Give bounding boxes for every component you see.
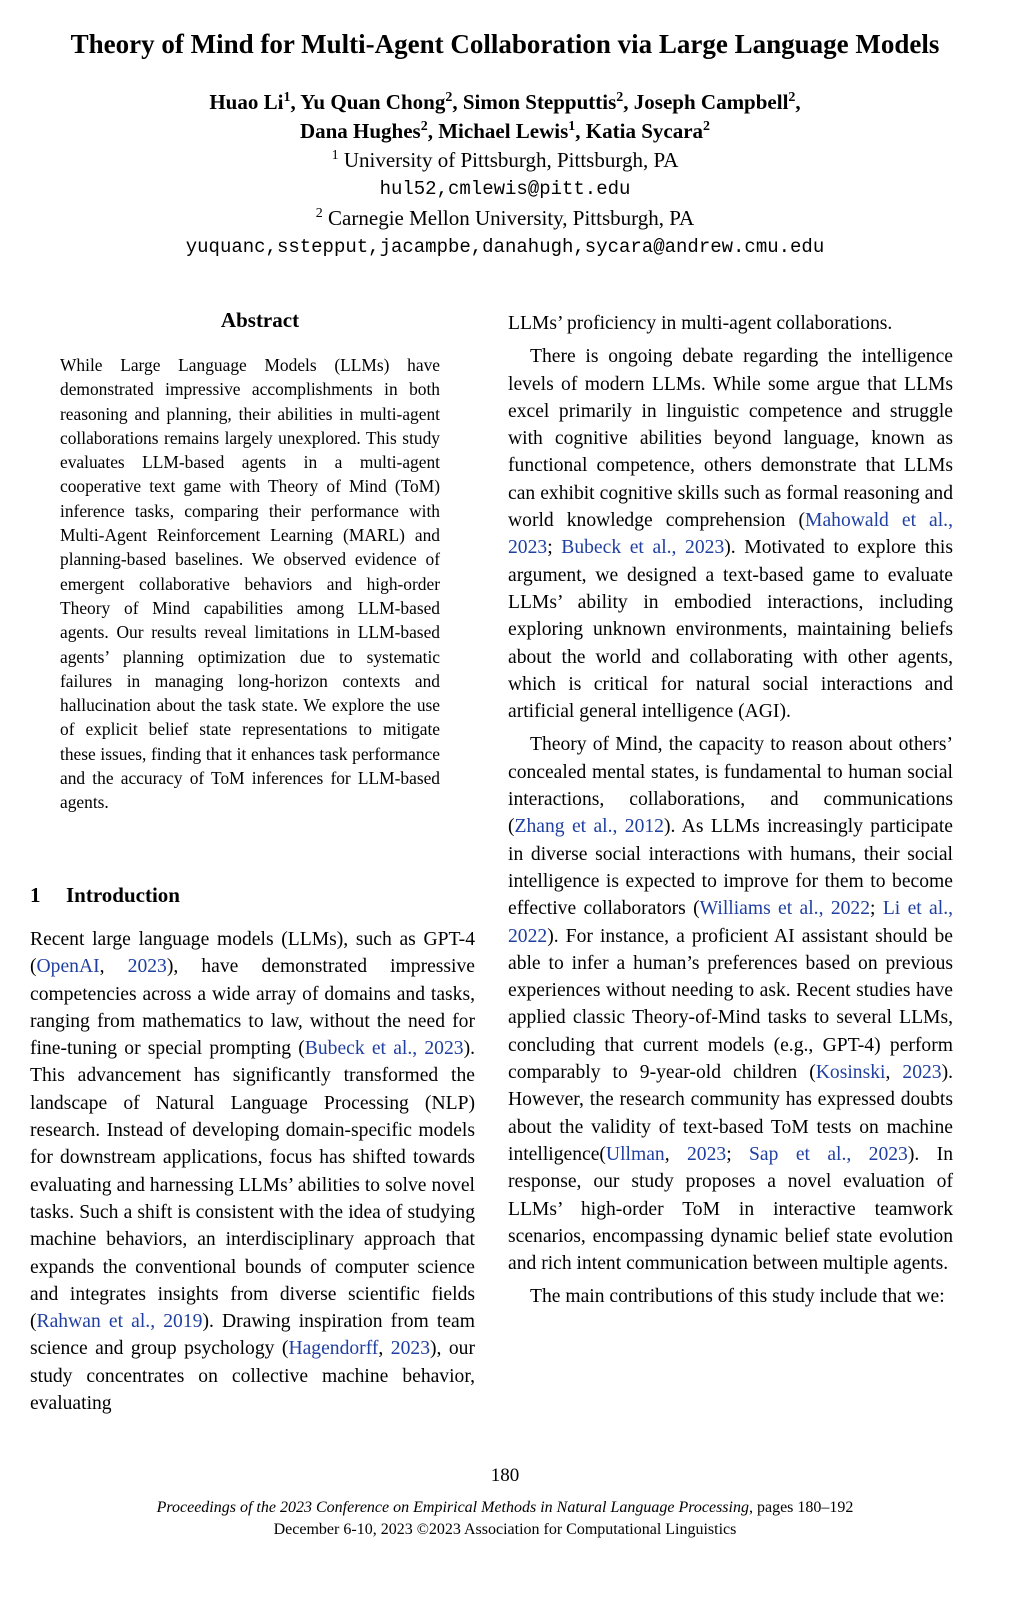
author-name: Michael Lewis: [438, 119, 569, 143]
introduction-paragraph-1: [30, 926, 475, 1417]
affiliation-2-name: Carnegie Mellon University, Pittsburgh, PA: [322, 206, 695, 230]
introduction-left-column: [30, 926, 475, 1417]
affiliation-1-name: University of Pittsburgh, Pittsburgh, PA: [338, 148, 679, 172]
section-number: 1: [30, 883, 41, 907]
affiliation-1-email[interactable]: hul52,cmlewis@pitt.edu: [379, 178, 631, 200]
body-text: LLMs’ proficiency in multi-agent collaborations.: [508, 313, 893, 334]
body-text: ;: [547, 537, 562, 559]
citation-link[interactable]: Bubeck et al., 2023: [561, 537, 725, 559]
affiliation-2-number: 2: [315, 206, 323, 221]
body-text: ,: [378, 1338, 391, 1360]
citation-link[interactable]: Zhang et al., 2012: [514, 816, 664, 838]
body-text: ). For instance, a proficient AI assistant should be able to infer a human’s preferences based on previous experiences without needing to ask. Recent studies have applied classic Theory-of-Mind tasks to several LLMs, concluding that current models (e.g., GPT-4) perform comparably to 9-year-old children (: [508, 925, 953, 1084]
section-heading-introduction: [30, 880, 180, 910]
author-name: Yu Quan Chong: [300, 90, 446, 114]
body-text: ,: [664, 1143, 687, 1165]
citation-link[interactable]: 2023: [687, 1143, 727, 1165]
body-text: Theory of Mind, the capacity to reason about others’ concealed mental states, is fundamental to human social interactions, collaborations, and communications (: [508, 734, 953, 838]
author-separator: ,: [452, 90, 463, 114]
section-title: Introduction: [66, 883, 180, 907]
affiliation-2-email[interactable]: yuquanc,sstepput,jacampbe,danahugh,sycara@andrew.cmu.edu: [185, 236, 825, 258]
citation-link[interactable]: Hagendorff: [288, 1338, 379, 1360]
citation-link[interactable]: Kosinski: [815, 1062, 886, 1084]
body-text: ;: [870, 898, 883, 920]
citation-link[interactable]: OpenAI: [36, 956, 100, 978]
introduction-paragraph: [508, 731, 953, 1277]
author-affiliation-mark: 2: [445, 90, 453, 105]
body-text: ). In response, our study proposes a novel evaluation of LLMs’ high-order ToM in interactive teamwork scenarios, encompassing dynamic belief state evolution and rich intent communication between multiple agents.: [508, 1143, 953, 1275]
body-text: ). However, the research community has expressed doubts about the validity of text-based ToM tests on machine intelligence(: [508, 1062, 954, 1165]
body-text: The main contributions of this study include that we:: [530, 1286, 945, 1308]
author-name: Simon Stepputtis: [462, 90, 617, 114]
introduction-paragraph: [508, 1283, 953, 1310]
abstract-text: While Large Language Models (LLMs) have demonstrated impressive accomplishments in both reasoning and planning, their abilities in multi-agent collaborations remains largely unexplored. This study evaluates LLM-based agents in a multi-agent cooperative text game with Theory of Mind (ToM) inference tasks, comparing their performance with Multi-Agent Reinforcement Learning (MARL) and planning-based baselines. We observed evidence of emergent collaborative behaviors and high-order Theory of Mind capabilities among LLM-based agents. Our results reveal limitations in LLM-based agents’ planning optimization due to systematic failures in managing long-horizon contexts and hallucination about the task state. We explore the use of explicit belief state representations to mitigate these issues, finding that it enhances task performance and the accuracy of ToM inferences for LLM-based agents.: [60, 355, 440, 813]
author-separator: ,: [427, 119, 439, 143]
author-affiliation-mark: 2: [616, 90, 624, 105]
body-text: ;: [726, 1143, 750, 1165]
author-name: Huao Li: [209, 90, 284, 114]
introduction-paragraph: [508, 343, 953, 725]
introduction-paragraph: [508, 310, 953, 337]
author-line-2: [0, 117, 1010, 146]
footer-line-1: [0, 1497, 1010, 1519]
body-text: ). Motivated to explore this argument, we designed a text-based game to evaluate LLMs’ ability in embodied interactions, including exploring unknown environments, maintaining beliefs about the world and collaborating with other agents, which is critical for natural social interactions and artificial general intelligence (AGI).: [508, 537, 953, 723]
author-affiliation-mark: 1: [568, 119, 576, 134]
introduction-right-column: [508, 310, 953, 1311]
body-text: ). This advancement has significantly transformed the landscape of Natural Language Processing (NLP) research. Instead of developing domain-specific models for downstream applications, focus has shifted towards evaluating and harnessing LLMs’ abilities to solve novel tasks. Such a shift is consistent with the idea of studying machine behaviors, an interdisciplinary approach that expands the conventional bounds of computer science and integrates insights from diverse scientific fields (: [30, 1038, 475, 1333]
body-text: ,: [885, 1062, 903, 1084]
author-separator: ,: [623, 90, 634, 114]
body-text: There is ongoing debate regarding the intelligence levels of modern LLMs. While some argue that LLMs excel primarily in linguistic competence and struggle with cognitive abilities beyond language, known as functional competence, others demonstrate that LLMs can exhibit cognitive skills such as formal reasoning and world knowledge comprehension (: [508, 346, 953, 532]
citation-link[interactable]: Ullman: [605, 1143, 665, 1165]
citation-link[interactable]: 2023: [902, 1062, 942, 1084]
author-affiliation-mark: 2: [420, 119, 428, 134]
citation-link[interactable]: Bubeck et al., 2023: [304, 1038, 464, 1060]
footer-line-2: December 6-10, 2023 ©2023 Association for Computational Linguistics: [273, 1521, 737, 1538]
citation-link[interactable]: Rahwan et al., 2019: [36, 1311, 203, 1333]
author-name: Joseph Campbell: [633, 90, 789, 114]
paper-title: Theory of Mind for Multi-Agent Collaboration via Large Language Models: [70, 29, 940, 59]
author-affiliation-mark: 1: [283, 90, 291, 105]
author-affiliation-mark: 2: [788, 90, 796, 105]
footer-pages: , pages 180–192: [748, 1499, 854, 1516]
page-number: 180: [490, 1465, 520, 1486]
footer-venue: Proceedings of the 2023 Conference on Empirical Methods in Natural Language Processing: [156, 1499, 749, 1516]
author-block: [0, 88, 1010, 262]
author-affiliation-mark: 2: [703, 119, 711, 134]
author-separator: ,: [290, 90, 301, 114]
author-name: Dana Hughes: [299, 119, 421, 143]
body-text: ), have demonstrated impressive competencies across a wide array of domains and tasks, ranging from mathematics to law, without the need for fine-tuning or special prompting (: [30, 956, 475, 1060]
body-text: ,: [99, 956, 128, 978]
body-text: ). Drawing inspiration from team science and group psychology (: [30, 1311, 475, 1360]
body-text: ), our study concentrates on collective machine behavior, evaluating: [30, 1338, 476, 1415]
affiliation-2: [0, 204, 1010, 233]
author-separator: ,: [795, 90, 801, 114]
author-name: Katia Sycara: [585, 119, 704, 143]
body-text: ). As LLMs increasingly participate in diverse social interactions with humans, their social intelligence is expected to improve for them to become effective collaborators (: [508, 816, 953, 920]
abstract-heading: Abstract: [220, 308, 300, 332]
citation-link[interactable]: 2023: [127, 956, 167, 978]
body-text: Recent large language models (LLMs), such as GPT-4 (: [30, 929, 475, 978]
citation-link[interactable]: Li et al., 2022: [508, 898, 953, 947]
affiliation-1-number: 1: [331, 148, 339, 163]
affiliation-1: [0, 146, 1010, 175]
citation-link[interactable]: 2023: [390, 1338, 430, 1360]
author-separator: ,: [575, 119, 586, 143]
page-footer: [0, 1497, 1010, 1541]
citation-link[interactable]: Williams et al., 2022: [699, 898, 871, 920]
citation-link[interactable]: Sap et al., 2023: [749, 1143, 908, 1165]
citation-link[interactable]: Mahowald et al., 2023: [508, 510, 953, 559]
author-line-1: [0, 88, 1010, 117]
